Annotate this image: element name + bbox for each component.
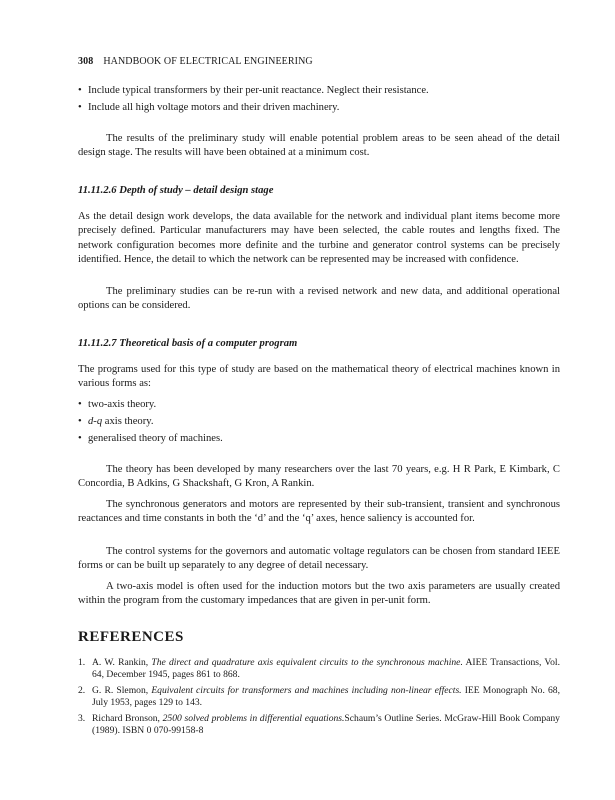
reference-item: 3. Richard Bronson, 2500 solved problems in differential equations.Schaum’s Outline Series. McGraw-Hill Book Company (1989). ISBN 0 070-99158-8 xyxy=(78,713,560,737)
paragraph-theory-4: A two-axis model is often used for the induction motors but the two axis parameters are usually created within the program from the customary impedances that are given in per-unit form. xyxy=(78,581,560,607)
page-number: 308 xyxy=(78,56,94,67)
reference-item: 1. A. W. Rankin, The direct and quadrature axis equivalent circuits to the synchronous machine. AIEE Transactions, Vol. 64, December 1945, pages 861 to 868. xyxy=(78,657,560,681)
section-heading-detail: 11.11.2.6 Depth of study – detail design stage xyxy=(78,185,274,196)
paragraph-theory-2: The synchronous generators and motors are represented by their sub-transient, transient and synchronous reactances and time constants in both the ‘d’ and the ‘q’ axes, hence saliency is accounted for. xyxy=(78,499,560,525)
bullet-item: • generalised theory of machines. xyxy=(78,433,223,444)
running-header xyxy=(78,56,313,67)
bullet-item: • two-axis theory. xyxy=(78,399,157,410)
paragraph-detail-2: The preliminary studies can be re-run with a revised network and new data, and additional operational options can be considered. xyxy=(78,286,560,312)
bullet-icon: • xyxy=(78,416,82,427)
section-heading-theory: 11.11.2.7 Theoretical basis of a computer program xyxy=(78,338,298,349)
bullet-item: • d-q axis theory. xyxy=(78,416,154,427)
paragraph-theory-1: The theory has been developed by many researchers over the last 70 years, e.g. H R Park, E Kimbark, C Concordia, B Adkins, G Shackshaft, G Kron, A Rankin. xyxy=(78,464,560,490)
references-heading: REFERENCES xyxy=(78,629,184,645)
bullet-icon: • xyxy=(78,85,82,96)
paragraph-theory-3: The control systems for the governors and automatic voltage regulators can be chosen from standard IEEE forms or can be built up separately to any degree of detail necessary. xyxy=(78,546,560,572)
paragraph-preliminary: The results of the preliminary study will enable potential problem areas to be seen ahead of the detail design stage. The results will have been obtained at a minimum cost. xyxy=(78,133,560,159)
reference-item: 2. G. R. Slemon, Equivalent circuits for transformers and machines including non-linear effects. IEE Monograph No. 68, July 1953, pages 129 to 143. xyxy=(78,685,560,709)
bullet-icon: • xyxy=(78,399,82,410)
running-title: HANDBOOK OF ELECTRICAL ENGINEERING xyxy=(103,56,313,67)
paragraph-theory-intro: The programs used for this type of study are based on the mathematical theory of electrical machines known in various forms as: xyxy=(78,364,560,390)
bullet-icon: • xyxy=(78,433,82,444)
paragraph-detail-1: As the detail design work develops, the data available for the network and individual plant items become more precisely defined. Particular manufacturers may have been selected, the cable routes and lengths fixed. The network configuration becomes more definite and the turbine and generator control systems can be precisely identified. Hence, the detail to which the network can be represented may be increased with confidence. xyxy=(78,211,560,265)
bullet-item: • Include all high voltage motors and their driven machinery. xyxy=(78,102,340,113)
bullet-icon: • xyxy=(78,102,82,113)
bullet-item: • Include typical transformers by their per-unit reactance. Neglect their resistance. xyxy=(78,85,429,96)
